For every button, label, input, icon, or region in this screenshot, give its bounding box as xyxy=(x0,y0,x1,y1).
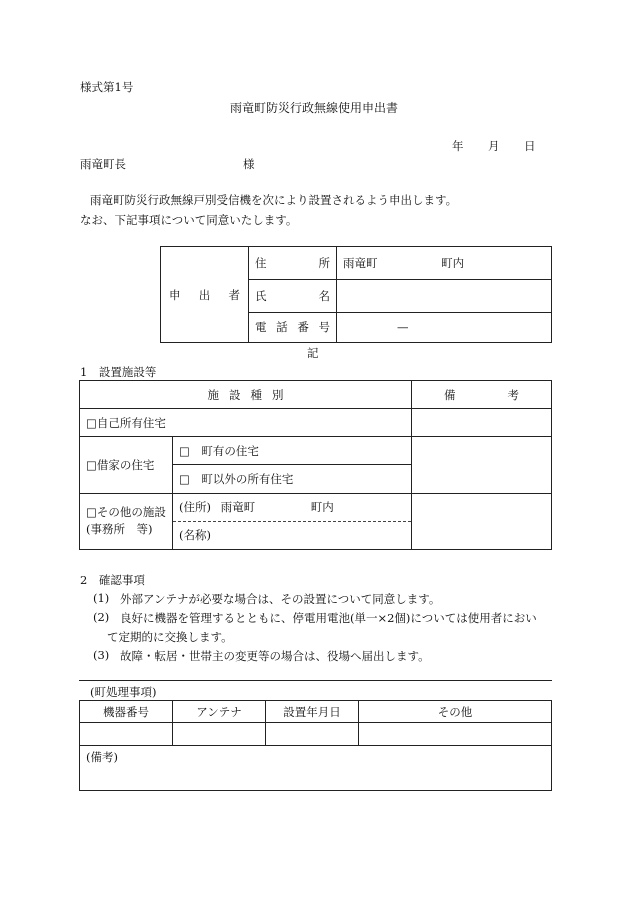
section1-heading: 1 設置施設等 xyxy=(80,365,157,379)
confirm-item-1: 外部アンテナが必要な場合は、その設置について同意します。 xyxy=(120,592,441,606)
facility-name-field[interactable]: (名称) xyxy=(173,521,412,549)
own-house-checkbox[interactable]: □自己所有住宅 xyxy=(80,409,412,437)
applicant-label: 申 出 者 xyxy=(161,247,249,343)
other-field[interactable] xyxy=(359,723,552,746)
confirm-item-3-number: (3) xyxy=(93,648,110,662)
facility-type-header: 施 設 種 別 xyxy=(80,381,412,409)
intro-line-1: 雨竜町防災行政無線戸別受信機を次により設置されるよう申出します。 xyxy=(90,193,458,207)
rented-other-checkbox[interactable]: □ 町以外の所有住宅 xyxy=(173,465,412,493)
other-facility-checkbox[interactable]: □その他の施設 (事務所 等) xyxy=(80,493,173,549)
rented-remarks[interactable] xyxy=(412,437,552,493)
document-title: 雨竜町防災行政無線使用申出書 xyxy=(230,101,399,115)
confirm-item-2: 良好に機器を管理するとともに、停電用電池(単一×2個)については使用者におい xyxy=(120,611,537,625)
form-number: 様式第1号 xyxy=(80,80,134,94)
address-field[interactable]: 雨竜町 町内 xyxy=(337,247,552,280)
rented-house-checkbox[interactable]: □借家の住宅 xyxy=(80,437,173,493)
addressee-name: 雨竜町長 xyxy=(80,157,126,171)
date-year: 年 xyxy=(452,139,464,153)
office-table xyxy=(79,700,552,791)
intro-line-2: なお、下記事項について同意いたします。 xyxy=(80,213,298,227)
phone-field[interactable]: — xyxy=(337,312,552,342)
remarks-header: 備 考 xyxy=(412,381,552,409)
antenna-field[interactable] xyxy=(173,723,266,746)
facility-address-field[interactable]: (住所) 雨竜町 町内 xyxy=(173,493,412,521)
other-facility-remarks[interactable] xyxy=(412,493,552,549)
addressee-honorific: 様 xyxy=(243,157,255,171)
col-install-date: 設置年月日 xyxy=(266,701,359,723)
col-antenna: アンテナ xyxy=(173,701,266,723)
col-other: その他 xyxy=(359,701,552,723)
office-divider xyxy=(79,680,552,681)
office-heading: (町処理事項) xyxy=(90,685,157,699)
date-month: 月 xyxy=(488,139,500,153)
remarks-field[interactable]: (備考) xyxy=(80,746,552,791)
applicant-table xyxy=(160,246,552,343)
install-date-field[interactable] xyxy=(266,723,359,746)
phone-label: 電 話 番 号 xyxy=(249,312,337,342)
name-label: 氏 名 xyxy=(249,280,337,312)
col-device-number: 機器番号 xyxy=(80,701,173,723)
confirm-item-2-continued: て定期的に交換します。 xyxy=(107,630,233,644)
confirm-item-3: 故障・転居・世帯主の変更等の場合は、役場へ届出します。 xyxy=(120,649,430,663)
confirm-item-1-number: (1) xyxy=(93,591,110,605)
date-day: 日 xyxy=(524,139,536,153)
rented-town-checkbox[interactable]: □ 町有の住宅 xyxy=(173,437,412,465)
facility-table xyxy=(79,380,552,550)
device-number-field[interactable] xyxy=(80,723,173,746)
name-field[interactable] xyxy=(337,280,552,312)
own-house-remarks[interactable] xyxy=(412,409,552,437)
section2-heading: 2 確認事項 xyxy=(80,573,145,587)
address-label: 住 所 xyxy=(249,247,337,280)
ki-marker: 記 xyxy=(307,346,319,360)
confirm-item-2-number: (2) xyxy=(93,610,110,624)
